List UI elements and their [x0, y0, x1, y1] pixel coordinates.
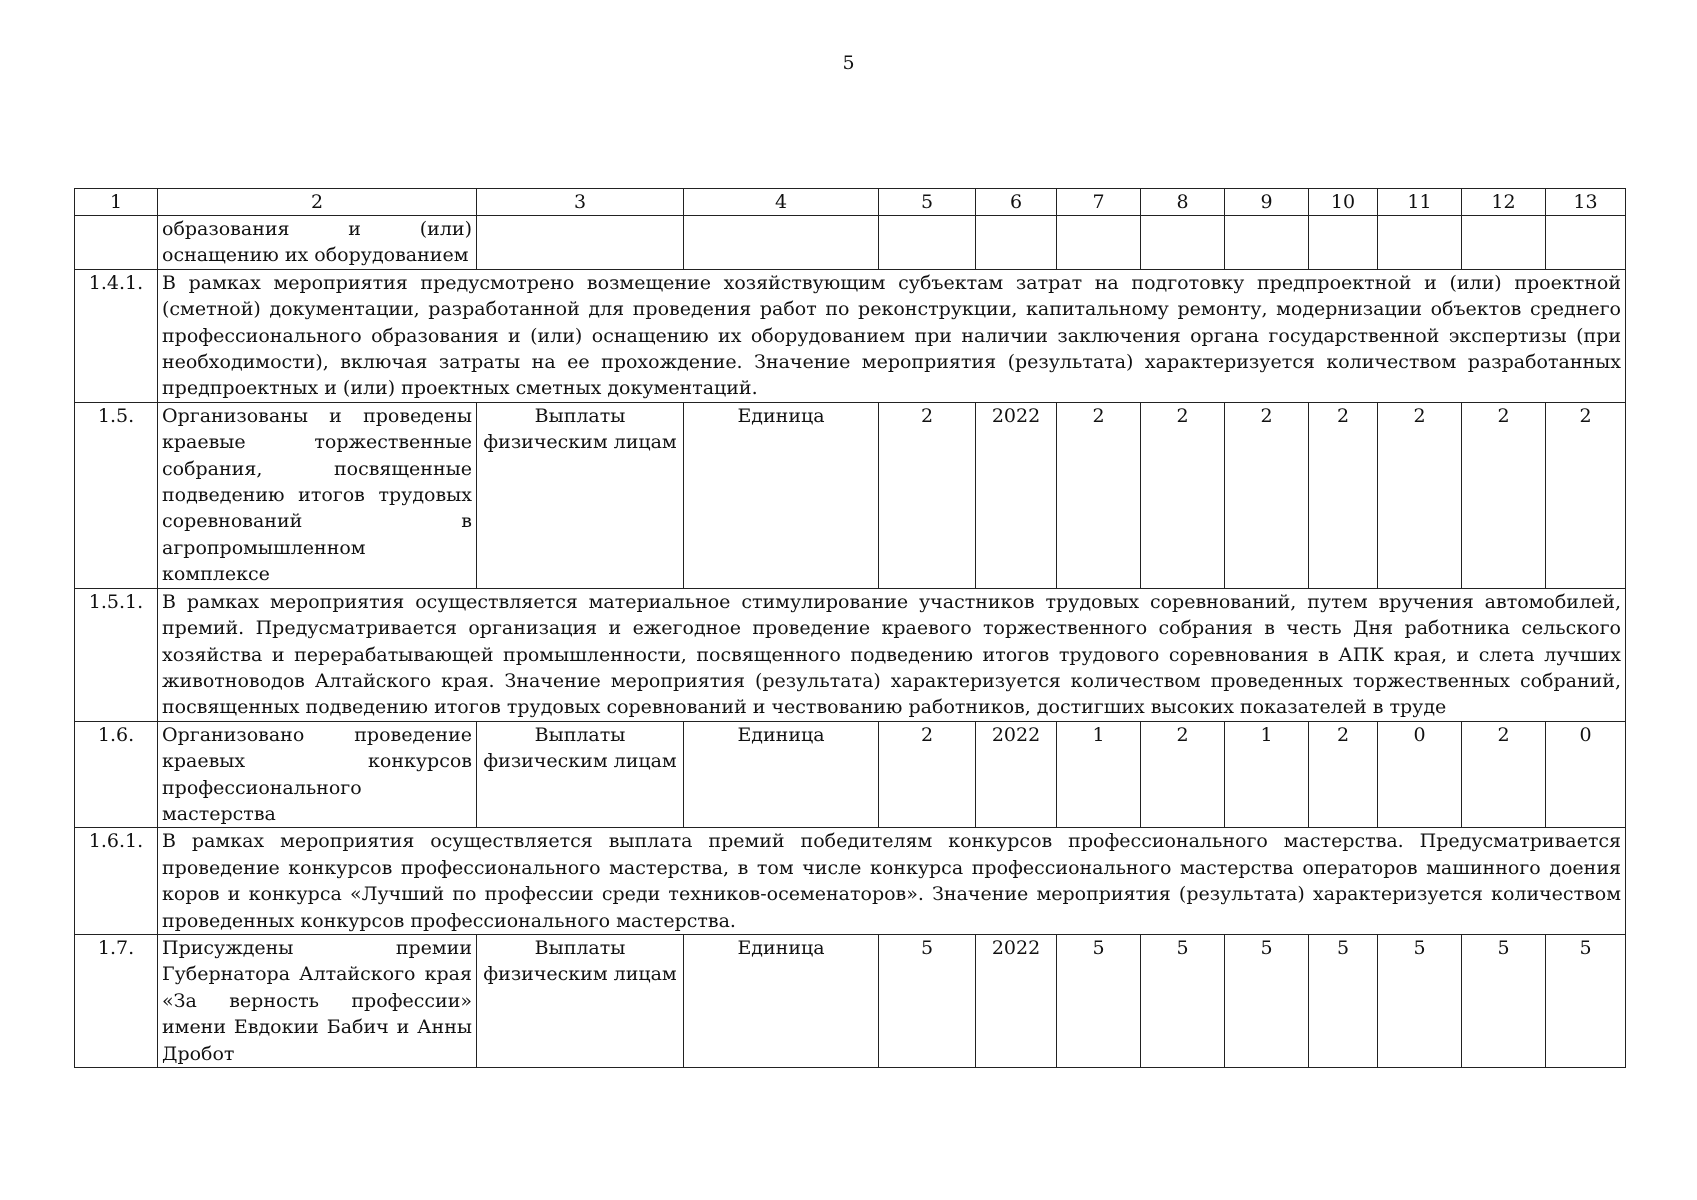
value-cell: [976, 216, 1057, 270]
table-row: [75, 402, 1626, 588]
value-cell: 2: [1462, 402, 1546, 588]
header-cell: 2: [158, 189, 477, 216]
event-name: Организовано проведение краевых конкурсов профессионального мастерства: [158, 721, 477, 828]
header-cell: 8: [1141, 189, 1225, 216]
value-cell: 2: [1546, 402, 1626, 588]
header-row: [75, 189, 1626, 216]
value-cell: 2: [1462, 721, 1546, 828]
value-cell: 2: [879, 721, 976, 828]
header-cell: 5: [879, 189, 976, 216]
value-cell: 2: [1141, 402, 1225, 588]
event-name: Организованы и проведены краевые торжественные собрания, посвященные подведению итогов трудовых соревнований в агропромышленном комплексе: [158, 402, 477, 588]
value-cell: [1309, 216, 1378, 270]
header-cell: 11: [1378, 189, 1462, 216]
payment-type: Выплаты физическим лицам: [477, 721, 684, 828]
header-cell: 4: [684, 189, 879, 216]
header-cell: 6: [976, 189, 1057, 216]
event-name: образования и (или) оснащению их оборудованием: [158, 216, 477, 270]
value-cell: 5: [1141, 934, 1225, 1067]
value-cell: 5: [1546, 934, 1626, 1067]
value-cell: 2022: [976, 721, 1057, 828]
value-cell: 2: [1141, 721, 1225, 828]
header-cell: 3: [477, 189, 684, 216]
value-cell: [1462, 216, 1546, 270]
value-cell: 5: [1057, 934, 1141, 1067]
header-cell: 1: [75, 189, 158, 216]
row-number: [75, 216, 158, 270]
value-cell: 2: [879, 402, 976, 588]
event-description: В рамках мероприятия осуществляется выплата премий победителям конкурсов профессионального мастерства. Предусматривается проведение конкурсов профессионального мастерства, в том числе конкурса профессионального мастерства операторов машинного доения коров и конкурса «Лучший по профессии среди техников-осеменаторов». Значение мероприятия (результата) характеризуется количеством проведенных конкурсов профессионального мастерства.: [158, 828, 1626, 935]
value-cell: 5: [1462, 934, 1546, 1067]
unit: Единица: [684, 721, 879, 828]
table-row: [75, 934, 1626, 1067]
table-row: [75, 216, 1626, 270]
row-number: 1.6.: [75, 721, 158, 828]
event-description: В рамках мероприятия предусмотрено возмещение хозяйствующим субъектам затрат на подготовку предпроектной и (или) проектной (сметной) документации, разработанной для проведения работ по реконструкции, капитальному ремонту, модернизации объектов среднего профессионального образования и (или) оснащению их оборудованием при наличии заключения органа государственной экспертизы (при необходимости), включая затраты на ее прохождение. Значение мероприятия (результата) характеризуется количеством разработанных предпроектных и (или) проектных сметных документаций.: [158, 269, 1626, 402]
value-cell: 2: [1225, 402, 1309, 588]
value-cell: [1141, 216, 1225, 270]
value-cell: 2022: [976, 934, 1057, 1067]
payment-type: Выплаты физическим лицам: [477, 934, 684, 1067]
value-cell: 1: [1225, 721, 1309, 828]
table-row: [75, 721, 1626, 828]
description-row: [75, 269, 1626, 402]
row-number: 1.4.1.: [75, 269, 158, 402]
unit: Единица: [684, 402, 879, 588]
value-cell: 0: [1546, 721, 1626, 828]
unit: Единица: [684, 934, 879, 1067]
value-cell: 2: [1309, 721, 1378, 828]
row-number: 1.5.1.: [75, 588, 158, 721]
value-cell: 0: [1378, 721, 1462, 828]
value-cell: 2: [1309, 402, 1378, 588]
value-cell: [1057, 216, 1141, 270]
value-cell: [879, 216, 976, 270]
header-cell: 7: [1057, 189, 1141, 216]
unit: [684, 216, 879, 270]
row-number: 1.7.: [75, 934, 158, 1067]
payment-type: [477, 216, 684, 270]
value-cell: 5: [1309, 934, 1378, 1067]
header-cell: 9: [1225, 189, 1309, 216]
value-cell: 2: [1057, 402, 1141, 588]
event-description: В рамках мероприятия осуществляется материальное стимулирование участников трудовых соревнований, путем вручения автомобилей, премий. Предусматривается организация и ежегодное проведение краевого торжественного собрания в честь Дня работника сельского хозяйства и перерабатывающей промышленности, посвященного подведению итогов трудового соревнования в АПК края, и слета лучших животноводов Алтайского края. Значение мероприятия (результата) характеризуется количеством проведенных торжественных собраний, посвященных подведению итогов трудовых соревнований и чествованию работников, достигших высоких показателей в труде: [158, 588, 1626, 721]
value-cell: 2: [1378, 402, 1462, 588]
value-cell: [1378, 216, 1462, 270]
value-cell: 1: [1057, 721, 1141, 828]
header-cell: 12: [1462, 189, 1546, 216]
payment-type: Выплаты физическим лицам: [477, 402, 684, 588]
indicators-table: [74, 188, 1626, 1068]
header-cell: 13: [1546, 189, 1626, 216]
description-row: [75, 588, 1626, 721]
value-cell: 5: [879, 934, 976, 1067]
page-number: 5: [842, 52, 855, 74]
value-cell: 5: [1378, 934, 1462, 1067]
row-number: 1.6.1.: [75, 828, 158, 935]
header-cell: 10: [1309, 189, 1378, 216]
event-name: Присуждены премии Губернатора Алтайского края «За верность профессии» имени Евдокии Бабич и Анны Дробот: [158, 934, 477, 1067]
description-row: [75, 828, 1626, 935]
value-cell: 5: [1225, 934, 1309, 1067]
value-cell: 2022: [976, 402, 1057, 588]
row-number: 1.5.: [75, 402, 158, 588]
value-cell: [1546, 216, 1626, 270]
value-cell: [1225, 216, 1309, 270]
